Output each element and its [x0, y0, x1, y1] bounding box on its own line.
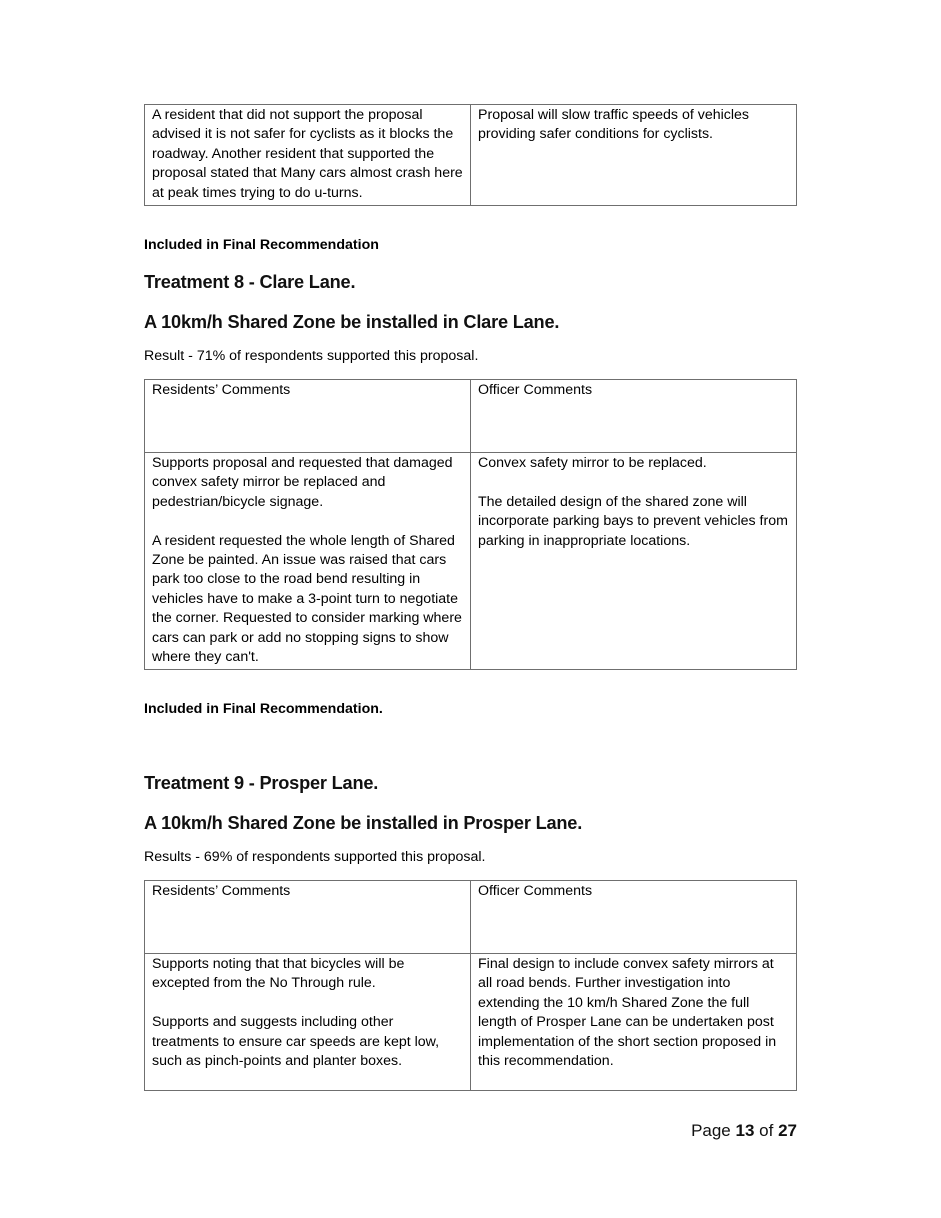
residents-comment-paragraph: Supports noting that that bicycles will be excepted from the No Through rule.	[152, 956, 405, 992]
treatment-9-title: Treatment 9 - Prosper Lane.	[144, 773, 379, 793]
treatment-9-comments-table	[144, 880, 797, 1091]
table-header-row	[145, 881, 797, 954]
officer-comment-paragraph: Convex safety mirror to be replaced.	[478, 455, 707, 471]
top-comments-table	[144, 104, 797, 206]
officer-comment-cell	[471, 453, 797, 670]
residents-comment-cell	[145, 453, 471, 670]
treatment-9-result: Results - 69% of respondents supported this proposal.	[144, 849, 486, 865]
officer-comments-header	[471, 881, 797, 954]
residents-comment-paragraph: Supports and suggests including other treatments to ensure car speeds are kept low, such as pinch-points and planter boxes.	[152, 1014, 440, 1070]
table-row	[145, 105, 797, 206]
treatment-9-subtitle: A 10km/h Shared Zone be installed in Prosper Lane.	[144, 813, 583, 833]
officer-comment-paragraph: The detailed design of the shared zone will incorporate parking bays to prevent vehicles from parking in inappropriate locations.	[478, 493, 788, 549]
residents-comments-header-text: Residents’ Comments	[152, 382, 291, 398]
officer-comments-header	[471, 380, 797, 453]
page-number: 13	[735, 1121, 755, 1140]
residents-comment-text: A resident that did not support the proposal advised it is not safer for cyclists as it blocks the roadway. Another resident that supported the proposal stated that Many cars almost crash here at peak times trying to do u-turns.	[152, 107, 463, 201]
treatment-8-result: Result - 71% of respondents supported this proposal.	[144, 348, 479, 364]
residents-comments-header-text: Residents’ Comments	[152, 883, 291, 899]
officer-comments-header-text: Officer Comments	[478, 382, 593, 398]
officer-comment-cell	[471, 105, 797, 206]
residents-comment-paragraph: Supports proposal and requested that damaged convex safety mirror be replaced and pedestrian/bicycle signage.	[152, 455, 453, 510]
page-total: 27	[778, 1121, 797, 1140]
table-header-row	[145, 380, 797, 453]
treatment-8-title: Treatment 8 - Clare Lane.	[144, 272, 356, 292]
page-word: Page	[691, 1121, 731, 1140]
residents-comments-header	[145, 881, 471, 954]
officer-comments-header-text: Officer Comments	[478, 883, 593, 899]
officer-comment-paragraph: Final design to include convex safety mirrors at all road bends. Further investigation into extending the 10 km/h Shared Zone the full length of Prosper Lane can be undertaken post implementation of the short section proposed in this recommendation.	[478, 956, 777, 1070]
officer-comment-cell	[471, 954, 797, 1091]
residents-comment-cell	[145, 105, 471, 206]
table-row	[145, 453, 797, 670]
treatment-8-comments-table	[144, 379, 797, 670]
treatment-8-subtitle: A 10km/h Shared Zone be installed in Clare Lane.	[144, 312, 560, 332]
table-row	[145, 954, 797, 1091]
residents-comment-cell	[145, 954, 471, 1091]
residents-comment-paragraph: A resident requested the whole length of Shared Zone be painted. An issue was raised that cars park too close to the road bend resulting in vehicles have to make a 3-point turn to negotiate the corner. Requested to consider marking where cars can park or add no stopping signs to show where they can't.	[152, 532, 462, 666]
residents-comments-header	[145, 380, 471, 453]
of-word: of	[759, 1121, 774, 1140]
page-footer	[691, 1121, 797, 1141]
final-recommendation-note: Included in Final Recommendation.	[144, 701, 383, 717]
officer-comment-text: Proposal will slow traffic speeds of vehicles providing safer conditions for cyclists.	[478, 107, 749, 143]
final-recommendation-note: Included in Final Recommendation	[144, 237, 379, 253]
